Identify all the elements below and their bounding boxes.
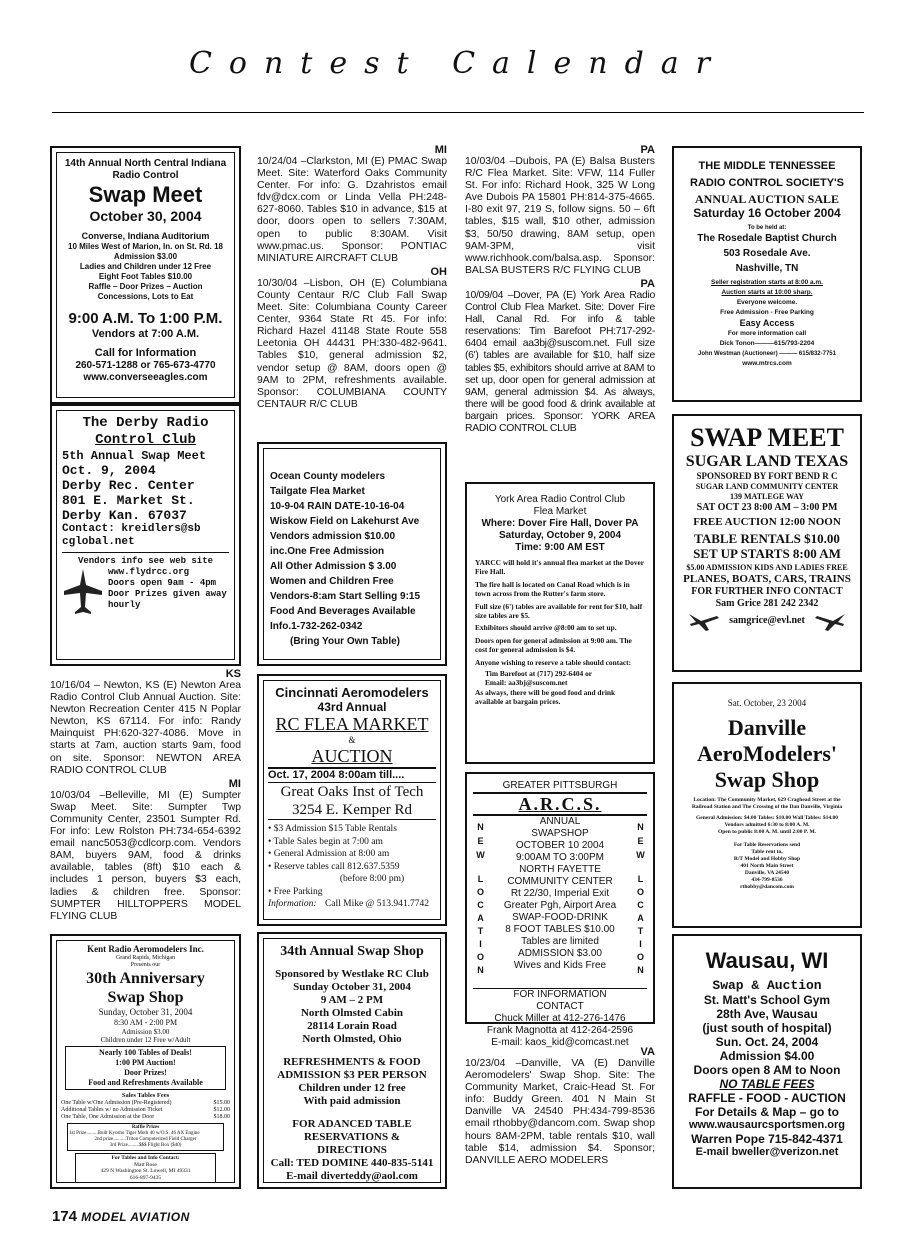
ad-line: TABLE RENTALS $10.00 [694, 531, 840, 546]
ad-line: Call for Information [94, 347, 197, 359]
ad-line: 14th Annual North Central Indiana [64, 158, 227, 169]
ad-title: Swap Meet [88, 182, 203, 207]
ad-line: Matt Rose [134, 1161, 157, 1168]
ad-wausau-swap-auction [672, 934, 862, 1189]
ad-line: E-mail: kaos_kid@comcast.net [491, 1037, 629, 1048]
ad-title: Danville [727, 715, 807, 740]
state-label: MI [434, 144, 447, 156]
airplane-icon [62, 567, 104, 617]
ad-line: Door Prizes! [124, 1068, 167, 1077]
ad-line: Ocean County modelers [270, 471, 386, 482]
side-text: LOCATION [475, 874, 486, 978]
ad-line: Cincinnati Aeromodelers [275, 685, 429, 700]
ad-line: Contact: kreidlers@sb [62, 523, 201, 535]
ad-line: With paid admission [303, 1095, 401, 1107]
ad-line: To be held at: [747, 225, 787, 231]
ad-title: A.R.C.S. [473, 792, 647, 816]
ad-line: Admission $3.00 [121, 1028, 170, 1036]
state-label: PA [640, 144, 655, 156]
ad-date: Oct. 17, 2004 8:00am till.... [268, 769, 405, 781]
ad-line: For Tables and Info Contact: [111, 1155, 180, 1161]
ad-line: FOR INFORMATION [513, 989, 607, 1000]
ad-title: Swap Shop [714, 767, 820, 792]
ad-email: rthobby@dancom.com [740, 884, 794, 890]
ad-line: Concessions, Lots to Eat [97, 292, 194, 301]
bullet-text: Table Sales begin at 7:00 am [273, 836, 383, 847]
ad-line: Admission $3.00 [113, 252, 178, 261]
ad-line: Radio Control [112, 170, 179, 181]
ad-line: Swap & Auction [712, 978, 822, 993]
ad-website: www.mtrcs.com [742, 360, 792, 367]
listing-ks [50, 668, 241, 924]
ad-line: RAFFLE - FOOD - AUCTION [688, 1091, 846, 1105]
ad-line: RADIO CONTROL SOCIETY'S [690, 177, 844, 189]
ad-line: North Olmsted, Ohio [302, 1033, 402, 1045]
ad-line: York Area Radio Control Club [494, 494, 626, 505]
ad-line: Nearly 100 Tables of Deals! [99, 1048, 192, 1057]
ad-line: Where: Dover Fire Hall, Dover PA [481, 518, 639, 529]
ad-line: Food and Refreshments Available [88, 1078, 203, 1087]
divider [62, 552, 229, 553]
listing-text: 10/24/04 –Clarkston, MI (E) PMAC Swap Meet. Site: Waterford Oaks Community Center. For info: G. Dzahristos email fdv@dcx.com or Linda Vella PH:248-627-8060. Tables $10 in advance, $15 at door, doors open to sellers 7:30AM, open to public 8:30AM. Visit www.pmac.us. Sponsor: PONTIAC MINIATURE AIRCRAFT CLUB [257, 156, 447, 264]
ad-line: E-mail diverteddy@aol.com [286, 1170, 418, 1182]
ad-title: AUCTION [268, 746, 436, 769]
ad-line: Presents our [130, 962, 161, 968]
ad-paragraph: Email: aa3bj@suscom.net [485, 678, 568, 688]
ad-westlake-swap-shop [257, 932, 447, 1189]
airplane-icon [813, 610, 847, 632]
ad-title: SWAP MEET [690, 423, 844, 452]
ad-line: SWAP-FOOD-DRINK [512, 912, 608, 923]
ad-paragraph: Tim Barefoot at (717) 292-6404 or [485, 669, 593, 679]
ad-line: Kent Radio Aeromodelers Inc. [87, 944, 204, 954]
state-label: OH [430, 265, 447, 278]
ad-line: GREATER PITTSBURGH [502, 780, 618, 791]
page-number: 174 [52, 1208, 78, 1225]
ad-line: (just south of hospital) [702, 1021, 832, 1035]
listing-mi-oh [257, 144, 447, 412]
page-title: Contest Calendar [188, 46, 728, 81]
ad-line: Location: The Community Market, 629 Craghead Street at the Railroad Station and The Crossing of the Dan Danville, Virginia [691, 797, 843, 810]
ad-line: Children under 12 free [298, 1082, 406, 1094]
ad-kent-swap-shop [50, 934, 241, 1189]
fee-value: $18.00 [213, 1114, 230, 1120]
ad-line: NO TABLE FEES [719, 1077, 815, 1091]
ad-line: North Olmsted Cabin [300, 1007, 404, 1019]
ad-bullet: • Reserve tables call 812.637.5359 [268, 861, 400, 872]
bullet-text: $3 Admission $15 Table Rentals [273, 824, 397, 834]
ad-paragraph: Doors open for general admission at 9:00 am. The cost for general admission is $4. [475, 635, 632, 655]
ad-title: AeroModelers' [696, 741, 838, 766]
ad-line: Dick Tonon———615/793-2204 [719, 340, 815, 347]
ad-line: 429 N Washington St. Lowell, MI 49331 [100, 1168, 191, 1174]
ad-line: cglobal.net [62, 536, 135, 548]
ad-line: Nashville, TN [735, 263, 799, 274]
ad-paragraph: YARCC will hold it's annual flea market at the Dover Fire Hall. [475, 558, 644, 577]
ad-line: 616-897-9435 [129, 1174, 162, 1181]
ad-line: $5.00 ADMISSION KIDS AND LADIES FREE [686, 563, 848, 572]
magazine-name: MODEL AVIATION [81, 1210, 190, 1224]
ad-line: Easy Access [739, 318, 795, 328]
ad-bullet: • Free Parking [268, 886, 323, 897]
ad-phone: 260-571-1288 or 765-673-4770 [75, 360, 216, 371]
ad-line: Doors open 8 AM to Noon [693, 1063, 841, 1077]
ad-line: Sunday, October 31, 2004 [98, 1007, 193, 1017]
ad-line: R/T Model and Hobby Shop [733, 856, 801, 862]
ad-line: 434-799-8536 [751, 877, 783, 883]
ad-line: RESERVATIONS & DIRECTIONS [303, 1131, 401, 1156]
state-label: VA [640, 1046, 655, 1058]
fee-value: $15.00 [213, 1100, 230, 1106]
listing-text: 10/16/04 – Newton, KS (E) Newton Area Radio Control Club Annual Auction. Site: Newton Recreation Center 415 N Poplar Newton, KS 67114. For info: Randy Mainquist PH:620-327-4086. Move in starts at 7am, auction starts 9am, food on site. Sponsor: NEWTON AREA RADIO CONTROL CLUB [50, 680, 241, 776]
fee-label: Additional Tables w/ no Admission Ticket [61, 1107, 163, 1113]
ad-date: Sun. Oct. 24, 2004 [715, 1035, 819, 1049]
ad-line: FREE AUCTION 12:00 NOON [693, 516, 841, 528]
ad-line: SWAPSHOP [531, 828, 589, 839]
ad-line: Food And Beverages Available [270, 606, 416, 617]
ad-title: ANNUAL AUCTION SALE [694, 192, 840, 206]
state-label: KS [225, 668, 241, 680]
ad-title: Swap Shop [107, 989, 184, 1006]
ad-line: CONTACT [536, 1001, 584, 1012]
ad-line: Sales Tables Fees [121, 1092, 170, 1099]
ad-line: inc.One Free Admission [270, 546, 385, 557]
ad-email: E-mail bweller@verizon.net [695, 1146, 839, 1158]
ad-line: Door Prizes given away hourly [108, 589, 227, 610]
ad-line: SUGAR LAND TEXAS [685, 453, 849, 470]
ad-line: SUGAR LAND COMMUNITY CENTER [695, 482, 839, 491]
ad-line: Vendors info see web site [77, 556, 214, 566]
ad-line: ANNUAL [539, 816, 581, 827]
info-label: Information: [268, 899, 317, 909]
ad-line: 401 North Main Street [740, 863, 794, 869]
ad-date: Saturday 16 October 2004 [693, 206, 841, 220]
ad-line: ADMISSION $3 PER PERSON [277, 1069, 427, 1081]
side-text: NEW [475, 822, 486, 864]
listing-va [465, 1046, 655, 1168]
ad-line: St. Matt's School Gym [703, 993, 831, 1007]
ad-line: 139 MATLEGE WAY [729, 492, 805, 501]
ad-line: Grand Rapids, Michigan [115, 955, 176, 961]
ad-line: Derby Kan. 67037 [62, 508, 187, 523]
ad-line: Vendors admission $10.00 [270, 531, 396, 542]
ad-line: Children under 12 Free w/Adult [100, 1036, 191, 1044]
state-label: PA [640, 277, 655, 290]
side-text: NEW [635, 822, 646, 864]
ad-line: Derby Rec. Center [62, 478, 195, 493]
ad-line: 9 AM – 2 PM [320, 994, 384, 1006]
ad-line: Free Admission - Free Parking [720, 309, 814, 316]
ad-bullet: • Table Sales begin at 7:00 am [268, 836, 383, 847]
ad-date: Sat. October, 23 2004 [727, 698, 807, 708]
ad-line: General Admission: $4.00 Tables: $10.00 Wall Tables: $14.00 [695, 815, 838, 821]
ad-line: Great Oaks Inst of Tech [268, 782, 436, 801]
ad-line: (Bring Your Own Table) [290, 636, 400, 647]
fee-value: $12.00 [213, 1107, 230, 1113]
ad-line: Greater Pgh, Airport Area [503, 900, 617, 911]
ad-line: 1st Prize.........Built Kyosho Tiger Moth 40 w/O.S. 46 AX Engine [69, 1131, 200, 1136]
ad-line: Info.1-732-262-0342 [270, 621, 363, 632]
ad-email: samgrice@evl.net [729, 615, 805, 626]
ad-paragraph: As always, there will be good food and drink available at bargain prices. [475, 687, 616, 707]
info-text: Call Mike @ 513.941.7742 [324, 899, 429, 909]
ad-line: Converse, Indiana Auditorium [81, 231, 210, 241]
ad-line: 28114 Lorain Road [307, 1020, 397, 1032]
ad-paragraph: Full size (6') tables are available for rent for $10, half size tables are $5. [475, 601, 643, 621]
ad-line: Raffle – Door Prizes – Auction [88, 282, 203, 291]
side-text: LOCATION [635, 874, 646, 978]
ad-date: Saturday, October 9, 2004 [498, 530, 622, 541]
ad-line: Women and Children Free [270, 576, 394, 587]
ad-time: 9:00 A.M. To 1:00 P.M. [68, 310, 223, 327]
fee-label: One Table w/One Admission (Pre-Registered) [61, 1100, 172, 1106]
side-banner-left [473, 816, 487, 988]
ad-line: 28th Ave, Wausau [716, 1007, 818, 1021]
ad-line: Everyone welcome. [736, 299, 798, 306]
ad-line: For Table Reservations send [733, 842, 801, 848]
ad-line: 3rd Prize.........$$$ Flight Box ($40) [109, 1143, 182, 1148]
ad-line: 43rd Annual [317, 700, 387, 714]
bullet-text: General Admission at 8:00 am [273, 849, 390, 859]
ad-ocean-county [257, 442, 447, 666]
state-label: MI [228, 777, 241, 790]
ad-line: 10-9-04 RAIN DATE-10-16-04 [270, 501, 405, 512]
ad-bullet: • $3 Admission $15 Table Rentals [268, 824, 397, 834]
ad-line: Seller registration starts at 8:00 a.m. [711, 279, 823, 286]
listing-pa [465, 144, 655, 436]
listing-text: 10/03/04 –Belleville, MI (E) Sumpter Swap Meet. Site: Sumpter Twp Community Center, 23501 Sumpter Rd. For info: Lew Rolston PH:734-654-6392 email nanc5053@cdlcorp.com. Vendors 8AM, buyers 9AM, food & drinks available, tables (8ft) $10 each & includes 1 person, buyers $3 each, ladies & children free. Sponsor: SUMPTER HILLTOPPERS MODEL FLYING CLUB [50, 789, 241, 922]
ad-line: REFRESHMENTS & FOOD [283, 1056, 421, 1068]
ad-line: Table rent to, [751, 849, 783, 855]
ad-line: Admission $4.00 [719, 1049, 815, 1063]
ad-indiana-swap-meet [50, 146, 241, 404]
ad-line: 9:00AM TO 3:00PM [515, 852, 604, 863]
ad-line: 503 Rosedale Ave. [723, 248, 811, 259]
ad-line: Time: 9:00 AM EST [515, 542, 605, 553]
ad-line: & [348, 735, 356, 745]
listing-text: 10/30/04 –Lisbon, OH (E) Columbiana County Centaur R/C Club Fall Swap Meet. Site: Columbiana County Career Center, 9364 State Rt 45. For info: Richard Hazel 41148 State Route 558 Leetonia OH 44431 PH:330-482-9641. Tables $10, general admission $2, vendor setup @ 8AM, doors open @ 9AM to 2PM, refreshments available. Sponsor: COLUMBIANA COUNTY CENTAUR R/C CLUB [257, 277, 447, 410]
ad-line: 3254 E. Kemper Rd [268, 801, 436, 820]
ad-line: Danville, VA 24540 [744, 870, 790, 876]
fee-label: One Table, One Admission at the Door [61, 1114, 155, 1120]
ad-website: www.flydrcc.org [108, 567, 190, 577]
ad-date: SAT OCT 23 8:00 AM – 3:00 PM [696, 502, 838, 513]
ad-line: Open to public 8:00 A. M. until 2:00 P. M. [717, 829, 817, 835]
ad-line: SET UP STARTS 8:00 AM [693, 546, 841, 561]
ad-line: 2nd prize..........Triton Computerized Field Charger [94, 1137, 197, 1142]
ad-line: Call: TED DOMINE 440-835-5141 [270, 1157, 434, 1169]
listing-text: 10/03/04 –Dubois, PA (E) Balsa Busters R/C Flea Market. Site: VFW, 114 Fuller St. For info: Richard Hook, 325 W Long Ave Dubois PA 15801 PH:814-375-4665. I-80 exit 97, 219 S, follow signs. 50 – 6ft tables, $15 wall, $10 other, admission $3, 50/50 drawing, 8AM setup, open 9AM-3PM, visit www.richhook.com/balsa.asp. Sponsor: BALSA BUSTERS R/C FLYING CLUB [465, 156, 655, 276]
ad-middle-tennessee [672, 146, 862, 402]
ad-sugar-land [672, 414, 862, 672]
ad-line: FOR ADANCED TABLE [292, 1118, 412, 1130]
ad-line: Auction starts at 10:00 sharp. [721, 289, 813, 296]
listing-text: 10/09/04 –Dover, PA (E) York Area Radio Control Club Flea Market. Site: Dover Fire Hall, Canal Rd. For info & table reservations: Tim Barefoot PH:717-292-6404 email aa3bj@suscom.net. Full size (6') tables are available for $10, half size tables $5, exhibitors should arrive at 8AM to set up, door open for general admission at 9AM, general admission $4. As always, there will be good food & drink available at bargain prices. Sponsor: YORK AREA RADIO CONTROL CLUB [465, 289, 655, 434]
ad-line: Control Club [95, 432, 196, 448]
ad-line: THE MIDDLE TENNESSEE [698, 160, 836, 172]
ad-line: ADMISSION $3.00 [518, 948, 602, 959]
ad-line: OCTOBER 10 2004 [515, 840, 605, 851]
ad-line: 1:00 PM Auction! [115, 1058, 176, 1067]
ad-line: Eight Foot Tables $10.00 [98, 272, 193, 281]
ad-line: Vendors admitted 6:30 to 8:00 A. M. [724, 822, 810, 828]
ad-title: Wausau, WI [705, 948, 829, 973]
ad-line: For more information call [727, 330, 807, 337]
ad-line: Chuck Miller at 412-276-1476 [494, 1013, 626, 1024]
ad-paragraph: The fire hall is located on Canal Road which is in town across from the Rutter's farm store. [475, 579, 630, 599]
bullet-text: Reserve tables call 812.637.5359 [273, 861, 400, 872]
ad-line: Vendors at 7:00 A.M. [91, 328, 200, 340]
ad-website: www.wausaurcsportsmen.org [688, 1119, 846, 1131]
side-banner-right [633, 816, 647, 988]
ad-line: For Details & Map – go to [694, 1105, 839, 1119]
page-folio [52, 1208, 190, 1225]
ad-line: Flea Market [533, 506, 587, 517]
ad-title: RC FLEA MARKET [275, 714, 429, 734]
ad-line: Raffle Prizes [131, 1125, 160, 1130]
ad-line: Rt 22/30, Imperial Exit [510, 888, 610, 899]
ad-date: Sunday October 31, 2004 [293, 981, 411, 993]
ad-title: 34th Annual Swap Shop [280, 944, 424, 959]
ad-line: Wiskow Field on Lakehurst Ave [270, 516, 420, 527]
ad-line: Oct. 9, 2004 [62, 463, 156, 478]
header-rule [52, 112, 864, 113]
ad-line: SPONSORED BY FORT BEND R C [696, 471, 838, 481]
ad-line: The Rosedale Baptist Church [697, 233, 837, 244]
ad-line: FOR FURTHER INFO CONTACT [691, 586, 843, 597]
airplane-icon [687, 610, 721, 632]
ad-line: John Westman (Auctioneer) ——— 615/832-7751 [698, 351, 836, 357]
ad-derby-swap-meet [50, 404, 241, 666]
ad-line: 8 FOOT TABLES $10.00 [505, 924, 615, 935]
ad-line: 801 E. Market St. [62, 493, 195, 508]
ad-line: (before 8:00 pm) [339, 874, 405, 884]
ad-paragraph: Anyone wishing to reserve a table should contact: [475, 657, 632, 667]
ad-line: 8:30 AM - 2:00 PM [113, 1018, 178, 1027]
ad-line: Doors open 9am - 4pm [108, 578, 217, 588]
ad-line: NORTH FAYETTE [519, 864, 601, 875]
ad-line: 5th Annual Swap Meet [62, 449, 207, 463]
ad-line: Vendors-8:am Start Selling 9:15 [270, 591, 421, 602]
ad-line: 10 Miles West of Marion, In. on St. Rd. 18 [68, 242, 223, 251]
ad-line: The Derby Radio [82, 415, 209, 431]
ad-line: Ladies and Children under 12 Free [79, 262, 212, 271]
ad-line: Tables are limited [521, 936, 599, 947]
ad-paragraph: Exhibitors should arrive @8:00 am to set up. [475, 623, 617, 633]
listing-text: 10/23/04 –Danville, VA (E) Danville Aeromodelers' Swap Shop. Site: The Community Market, Craic-Head St. For info: Buddy Green. 401 N Main St Danville VA 24540 PH:434-799-8536 email rthobby@dancom.com. Swap shop hours 8AM-2PM, table rentals $10, wall table $14, admission $4. Sponsor; DANVILLE AERO MODELERS [465, 1058, 655, 1166]
ad-york-flea-market [465, 482, 655, 764]
ad-title: 30th Anniversary [86, 970, 205, 987]
ad-line: All Other Admission $ 3.00 [270, 561, 397, 572]
ad-line: PLANES, BOATS, CARS, TRAINS [683, 573, 851, 585]
ad-line: Sponsored by Westlake RC Club [275, 968, 429, 980]
ad-arcs-swapshop [465, 772, 655, 1048]
ad-line: Warren Pope 715-842-4371 [691, 1132, 843, 1146]
ad-cincinnati [257, 674, 447, 926]
ad-line: Sam Grice 281 242 2342 [715, 598, 819, 609]
ad-danville-swap-shop [672, 682, 862, 928]
ad-line: Frank Magnotta at 412-264-2596 [486, 1025, 634, 1036]
bullet-text: Free Parking [273, 886, 323, 897]
ad-line: Tailgate Flea Market [270, 486, 365, 497]
ad-website: www.converseeagles.com [83, 372, 208, 383]
ad-date: October 30, 2004 [89, 208, 202, 224]
ad-line: Wives and Kids Free [513, 960, 607, 971]
ad-bullet: • General Admission at 8:00 am [268, 849, 390, 859]
ad-line: COMMUNITY CENTER [507, 876, 613, 887]
